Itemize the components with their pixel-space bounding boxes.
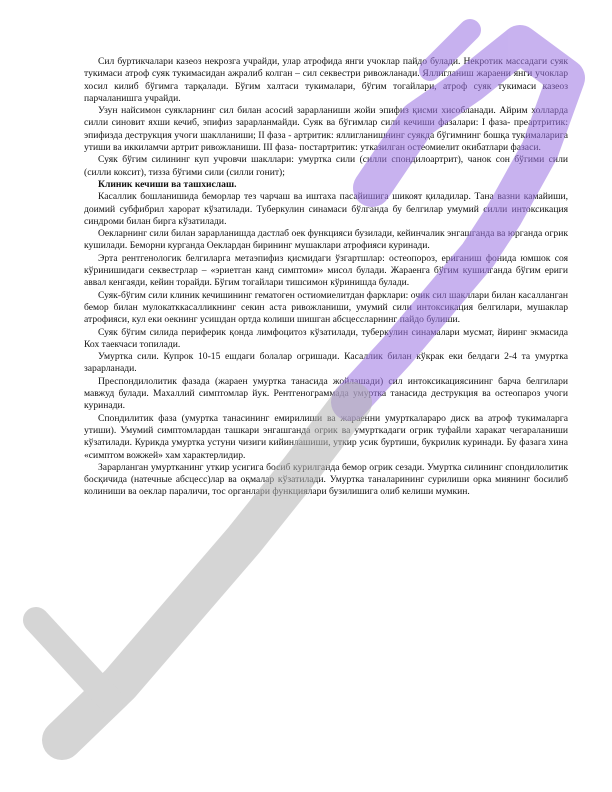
- paragraph: Эрта рентгенологик белгиларга метаэпифиз қисмидаги ўзгартшлар: остеопороз, ериганиш фонида юмшок соя кўринишидаги секвестрлар – «эриетган канд симптоми» мисол булади. Жараенга бўгим кушилганда бўгим ериги аввал кенгаяди, кейин торайди. Бўгим тогайлари тишсимон кўринишда булади.: [84, 252, 568, 289]
- paragraph: Касаллик бошланишида беморлар тез чарчаш ва иштаха пасайишига шикоят қиладилар. Тана вазни камайиши, доимий субфибрил харорат кўзатилади. Туберкулин синамаси бўлганда бу белгилар умумий силли интоксикация синдроми билан бирга кўзатилади.: [84, 191, 568, 227]
- paragraph: Узун найсимон суякларнинг сил билан асосий зарарланиши жойи эпифиз қисми хисобланади. Айрим холларда силли синовит яхши кечиб, эпифиз зарарланмайди. Суяк ва бўгимлар сили кечиши фазалари: I фаза- преартритик: эпифизда деструкция учоги шаклланиши; II фаза - артритик: яллигланишнинг суякда бўгимнинг бошқа тукималарига утиши ва иккиламчи артрит ривожланиши. III фаза- постартритик: утказилган остеомиелит окибатлари фазаси.: [84, 105, 568, 154]
- paragraph: Оекларнинг сили билан зарарланишда дастлаб оек функцияси бузилади, кейинчалик энгашганда ва юрганда огрик кушилади. Беморни курганда Оеклардан бирининг мушаклари атрофияси куринади.: [84, 228, 568, 252]
- paragraph: Сил буртикчалари казеоз некрозга учрайди, улар атрофида янги учоклар пайдо булади. Некротик массадаги суяк тукимаси атроф суяк тукимасидан ажралиб колган – сил секвестри ривожланади. Яллигланиш жараени янги учоклар хосил килиб бўгимга тарқалади. Бўгим халтаси тукималари, бўгим тогайлари, атроф суяк тукимаси казеоз парчаланишга учрайди.: [84, 56, 568, 104]
- section-heading: Клиник кечиши ва ташхислаш.: [98, 178, 237, 190]
- paragraph: Умуртка сили. Купрок 10-15 ешдаги болалар огришади. Касаллик билан кўкрак еки белдаги 2-4 та умуртка зарарланади.: [84, 351, 568, 375]
- paragraph: Суяк-бўгим сили клиник кечишининг гематоген остиомиелитдан фарклари: очик сил шакллари билан касалланган бемор билан мулокатккасалликнинг секин аста ривожланиши, умумий сили интоксикация белгилари, мушаклар атрофияси, кул еки оекнинг усишдан ортда колиши шишган абсцессларнинг пайдо булиши.: [84, 289, 568, 326]
- paragraph: Суяк бўгим силининг куп учровчи шакллари: умуртка сили (силли спондилоартрит), чанок сон бўгими сили (силли коксит), тизза бўгими сили (силли гонит);: [84, 154, 568, 178]
- paragraph: Спондилитик фаза (умуртка танасининг емирилиши ва жараенни умурткалараро диск ва атроф тукималарга утиши). Умумий симптомлардан ташкари энгашганда огрик ва умурткадаги огрик туфайли харакат чегараланиши кўзатилади. Курикда умуртка устуни чизиги кийинлашиши, уткир усик буртиши, букрилик куринади. Бу фазага хина «симптом вожжей» хам характерлидир.: [84, 412, 568, 461]
- paragraph: Суяк бўгим силида периферик қонда лимфоцитоз кўзатилади, туберкулин синамалари мусмат, йиринг экмасида Кох таекчаси топилади.: [84, 326, 568, 350]
- document-body: [84, 56, 568, 499]
- paragraph: Зарарланган умуртканинг уткир усигига босиб курилганда бемор огрик сезади. Умуртка силининг спондилолитик босқичида (натечные абсцесс)лар ва оқмалар кўзатилади. Умуртка таналарининг сурилиши орка миянинг босилиб колиниши ва оеклар параличи, тос органлари функциялари бузилишига олиб келиши мумкин.: [84, 461, 568, 498]
- paragraph: Преспондилолитик фазада (жараен умуртка танасида жойлашади) сил интоксикациясининг барча белгилари мавжуд булади. Махаллий симптомлар йук. Рентгенограммада умуртка танасида деструкция ва остеопароз учоги куринади.: [84, 375, 568, 412]
